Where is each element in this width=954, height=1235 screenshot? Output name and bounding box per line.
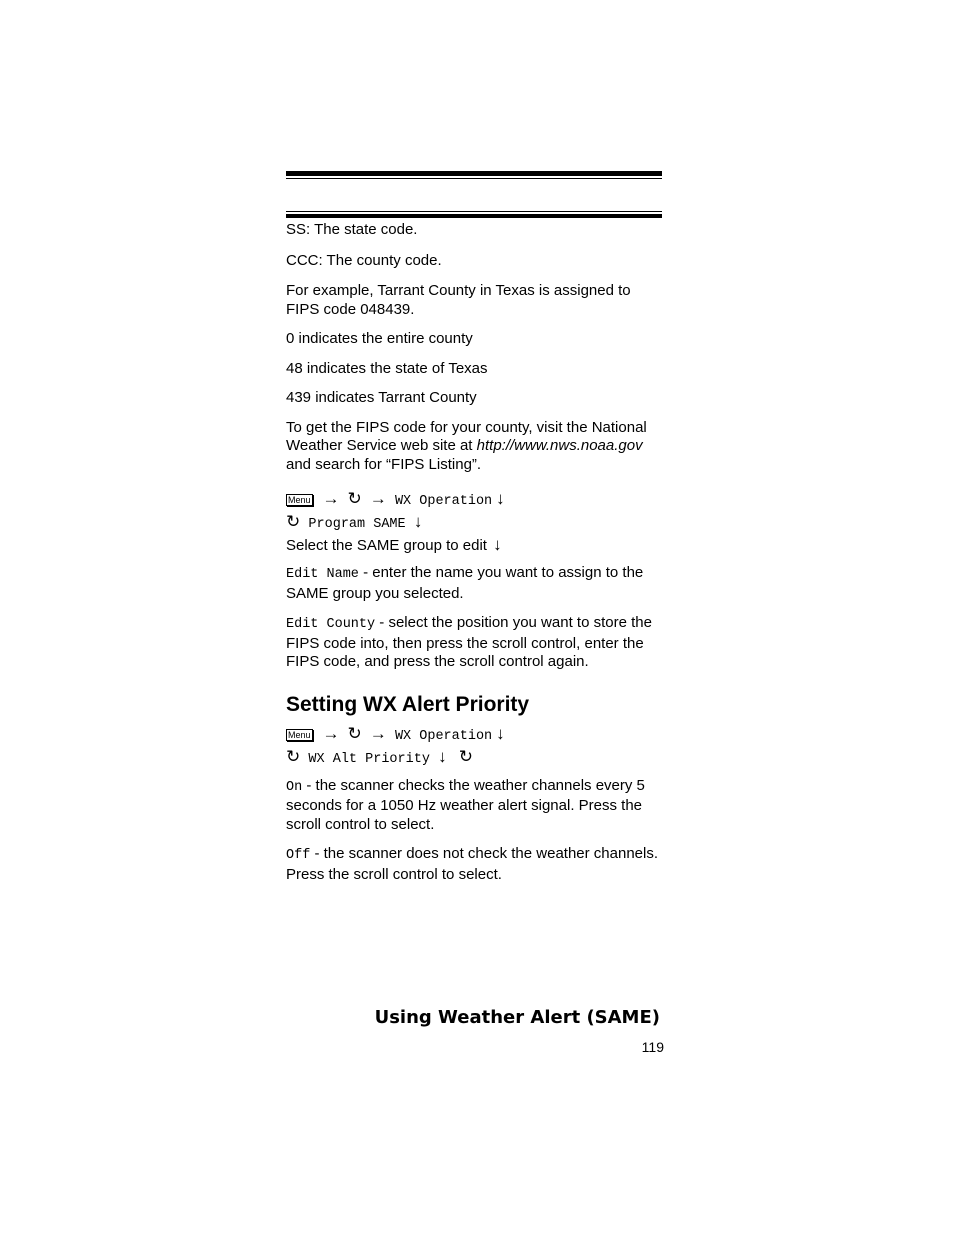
arrow-right-icon: → [322,489,340,508]
select-group-text: Select the SAME group to edit [286,537,487,554]
off-description: - the scanner does not check the weather channels. Press the scroll control to select. [286,845,659,883]
fips-text-end: and search for “FIPS Listing”. [286,455,482,473]
scroll-control-icon: ↻ [347,489,362,508]
term-off: Off [286,848,311,863]
paragraph-439: 439 indicates Tarrant County [286,389,477,406]
arrow-right-icon: → [369,489,387,508]
sequence-line-1 [286,487,662,510]
arrow-down-icon: ↓ [496,489,505,508]
paragraph-ccc: CCC: The county code. [286,251,442,269]
arrow-down-icon: ↓ [493,535,502,554]
term-edit-county: Edit County [286,617,376,632]
top-rule-thin [286,178,662,179]
fips-text-start: To get the FIPS code for your county, visit the National Weather Service web site at [286,418,647,454]
paragraph-off [286,845,662,884]
paragraph-edit-county [286,614,662,672]
footer-section-title: Using Weather Alert (SAME) [374,1007,660,1028]
arrow-down-icon: ↓ [438,746,447,766]
on-description: - the scanner checks the weather channels every 5 seconds for a 1050 Hz weather alert signal. Press the scroll control to select. [286,776,645,833]
page-body [286,221,662,884]
section-rule-thick [286,214,662,218]
arrow-down-icon: ↓ [413,512,423,531]
program-same-sequence [286,487,662,556]
arrow-right-icon: → [369,723,387,743]
term-on: On [286,779,303,795]
scroll-control-icon: ↻ [347,723,362,743]
edit-county-description: - select the position you want to store the FIPS code into, then press the scroll control, enter the FIPS code, and press the scroll control again. [286,614,652,670]
top-rule-thick [286,171,662,176]
section-heading: Setting WX Alert Priority [286,692,530,716]
paragraph-edit-name [286,564,662,603]
nws-url: http://www.nws.noaa.gov [476,437,643,454]
alert-priority-sequence [286,722,662,768]
paragraph-example: For example, Tarrant County in Texas is assigned to FIPS code 048439. [286,282,631,318]
menu-item-wx-operation: WX Operation [394,728,493,744]
term-edit-name: Edit Name [286,567,359,582]
menu-key-icon: Menu [288,495,311,505]
sequence-line-1 [286,722,662,745]
paragraph-on [286,777,662,835]
sequence-line-3 [286,533,662,556]
arrow-down-icon: ↓ [496,723,505,743]
scroll-control-icon: ↻ [286,746,301,766]
arrow-right-icon: → [322,723,340,743]
paragraph-fips-lookup [286,419,662,475]
menu-key-icon: Menu [288,729,311,740]
scroll-control-icon: ↻ [286,512,301,531]
scroll-control-icon: ↻ [458,746,474,766]
paragraph-ss: SS: The state code. [286,221,418,238]
page-number: 119 [641,1039,664,1055]
edit-name-description: - enter the name you want to assign to the SAME group you selected. [286,564,644,602]
menu-item-wx-operation: WX Operation [394,494,493,509]
paragraph-zero: 0 indicates the entire county [286,330,473,347]
menu-item-wx-alt-priority: WX Alt Priority [308,751,430,767]
section-rule-thin [286,211,662,212]
sequence-line-2 [286,510,662,533]
sequence-line-2 [286,745,662,768]
paragraph-48: 48 indicates the state of Texas [286,359,488,377]
menu-item-program-same: Program SAME [308,517,406,532]
